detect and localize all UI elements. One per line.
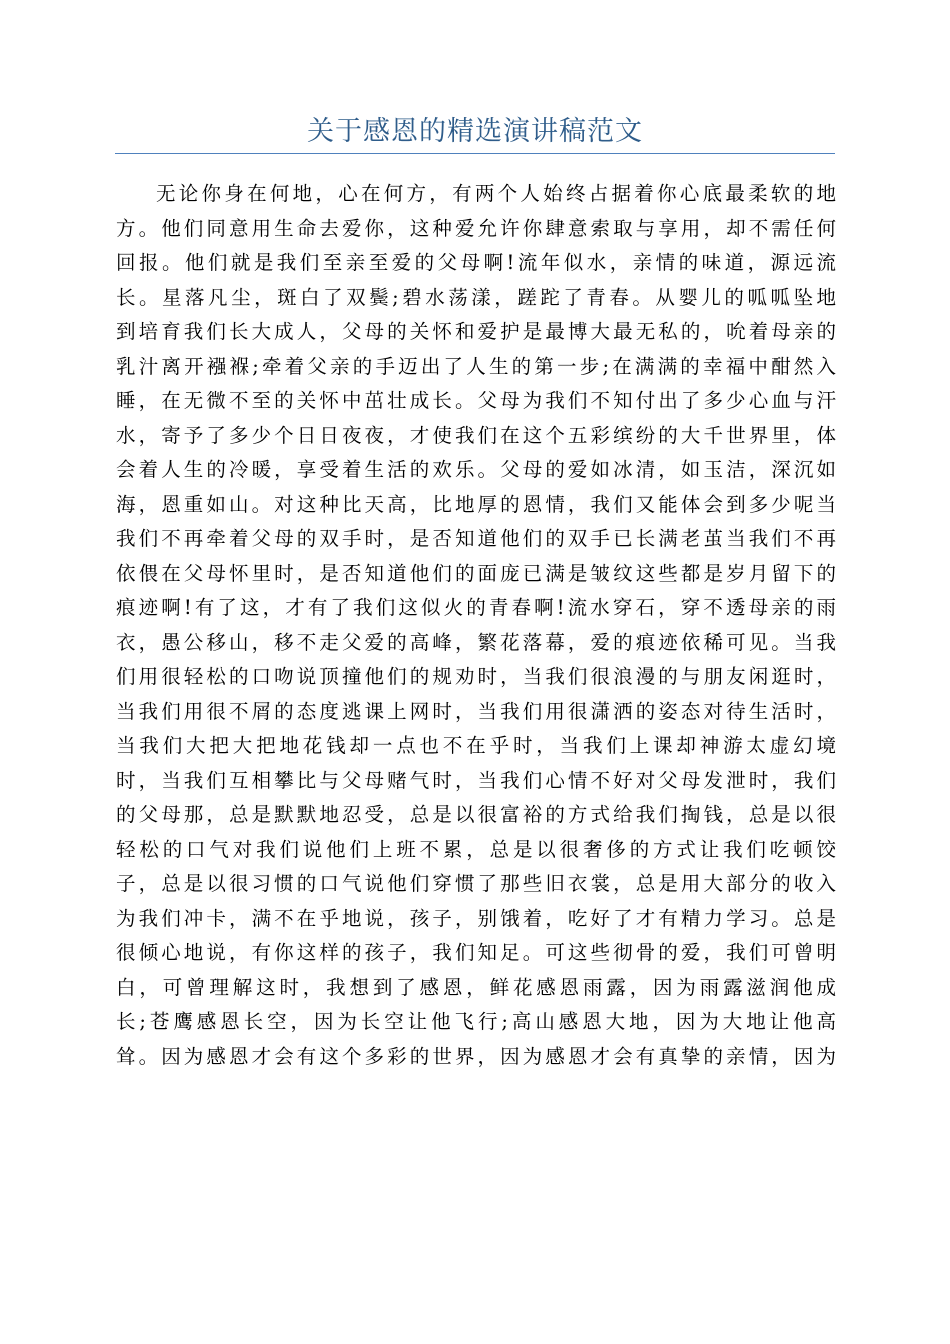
text-line: 会着人生的冷暖，享受着生活的欢乐。父母的爱如冰清，如玉洁，深沉如 xyxy=(116,458,836,481)
text-line: 的父母那，总是默默地忍受，总是以很富裕的方式给我们掏钱，总是以很 xyxy=(116,803,836,826)
text-line: 子，总是以很习惯的口气说他们穿惯了那些旧衣裳，总是用大部分的收入 xyxy=(116,872,836,895)
text-line: 水，寄予了多少个日日夜夜，才使我们在这个五彩缤纷的大千世界里，体 xyxy=(116,423,836,447)
text-line: 回报。他们就是我们至亲至爱的父母啊!流年似水，亲情的味道，源远流 xyxy=(116,251,836,274)
text-line: 时，当我们互相攀比与父母赌气时，当我们心情不好对父母发泄时，我们 xyxy=(116,768,836,792)
text-line: 海，恩重如山。对这种比天高，比地厚的恩情，我们又能体会到多少呢当 xyxy=(116,492,836,516)
text-line: 当我们用很不屑的态度逃课上网时，当我们用很潇洒的姿态对待生活时， xyxy=(116,699,836,723)
text-line: 我们不再牵着父母的双手时，是否知道他们的双手已长满老茧当我们不再 xyxy=(116,527,836,550)
text-line: 无论你身在何地，心在何方，有两个人始终占据着你心底最柔软的地 xyxy=(156,182,836,205)
text-line: 衣，愚公移山，移不走父爱的高峰，繁花落幕，爱的痕迹依稀可见。当我 xyxy=(116,630,836,654)
text-line: 痕迹啊!有了这，才有了我们这似火的青春啊!流水穿石，穿不透母亲的雨 xyxy=(116,596,836,619)
text-line: 依偎在父母怀里时，是否知道他们的面庞已满是皱纹这些都是岁月留下的 xyxy=(116,561,836,585)
document-title: 关于感恩的精选演讲稿范文 xyxy=(307,116,643,147)
text-line: 耸。因为感恩才会有这个多彩的世界，因为感恩才会有真挚的亲情，因为 xyxy=(116,1044,836,1068)
text-line: 长;苍鹰感恩长空，因为长空让他飞行;高山感恩大地，因为大地让他高 xyxy=(116,1010,836,1033)
text-line: 当我们大把大把地花钱却一点也不在乎时，当我们上课却神游太虚幻境 xyxy=(116,734,836,757)
text-line: 到培育我们长大成人，父母的关怀和爱护是最博大最无私的，吮着母亲的 xyxy=(116,320,836,343)
text-line: 们用很轻松的口吻说顶撞他们的规劝时，当我们很浪漫的与朋友闲逛时， xyxy=(116,665,836,688)
title-underline xyxy=(115,153,835,154)
text-line: 睡，在无微不至的关怀中茁壮成长。父母为我们不知付出了多少心血与汗 xyxy=(116,389,836,412)
text-line: 轻松的口气对我们说他们上班不累，总是以很奢侈的方式让我们吃顿饺 xyxy=(116,837,836,861)
text-line: 长。星落凡尘，斑白了双鬓;碧水荡漾，蹉跎了青春。从婴儿的呱呱坠地 xyxy=(116,285,836,309)
text-line: 为我们冲卡，满不在乎地说，孩子，别饿着，吃好了才有精力学习。总是 xyxy=(116,906,836,930)
text-line: 很倾心地说，有你这样的孩子，我们知足。可这些彻骨的爱，我们可曾明 xyxy=(116,941,836,964)
text-line: 白，可曾理解这时，我想到了感恩，鲜花感恩雨露，因为雨露滋润他成 xyxy=(116,975,836,999)
text-line: 乳汁离开襁褓;牵着父亲的手迈出了人生的第一步;在满满的幸福中酣然入 xyxy=(116,354,836,378)
body-paragraph xyxy=(116,177,836,1074)
text-line: 方。他们同意用生命去爱你，这种爱允许你肆意索取与享用，却不需任何 xyxy=(116,216,836,240)
